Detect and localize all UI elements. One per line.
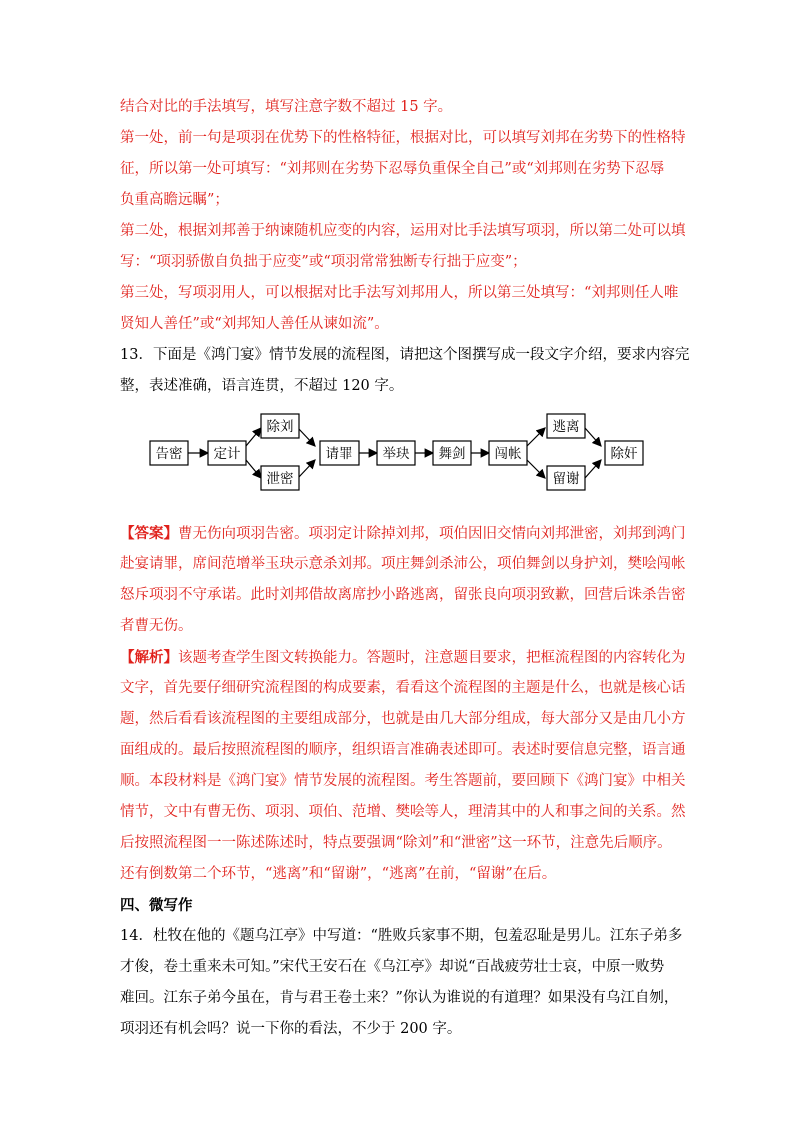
- flow-node-label: 定计: [213, 446, 241, 462]
- question-13: [120, 340, 690, 402]
- text-line: 14．杜牧在他的《题乌江亭》中写道：“胜败兵家事不期，包羞忍耻是男儿。江东子弟多: [120, 928, 683, 944]
- explanation-block: [120, 92, 686, 340]
- answer-block: [120, 518, 686, 642]
- text-line: 整，表述准确，语言连贯，不超过 120 字。: [120, 378, 404, 394]
- flow-node-chuangzhang: [489, 441, 527, 465]
- document-page: [120, 92, 690, 1045]
- flow-node-label: 闯帐: [494, 446, 522, 462]
- flow-node-taoli: [547, 414, 585, 438]
- flow-node-label: 逃离: [552, 419, 580, 435]
- flowchart: [148, 408, 648, 494]
- text-line: 文字，首先要仔细研究流程图的构成要素，看看这个流程图的主题是什么，也就是核心话: [120, 680, 686, 696]
- flow-node-dingji: [208, 441, 246, 465]
- text-line: 征，所以第一处可填写：“刘邦则在劣势下忍辱负重保全自己”或“刘邦则在劣势下忍辱: [120, 161, 665, 177]
- flowchart-svg: [148, 408, 648, 494]
- text-line: 13．下面是《鸿门宴》情节发展的流程图，请把这个图撰写成一段文字介绍，要求内容完: [120, 347, 690, 363]
- flow-node-label: 请罪: [325, 446, 353, 462]
- text-line: [120, 518, 686, 549]
- analysis-text: 该题考查学生图文转换能力。答题时，注意题目要求，把框流程图的内容转化为: [178, 650, 686, 666]
- text-line: [120, 642, 686, 673]
- section-heading: 四、微写作: [120, 897, 193, 914]
- flow-node-chuliu: [261, 414, 299, 438]
- text-line: 面组成的。最后按照流程图的顺序，组织语言准确表述即可。表述时要信息完整，语言通: [120, 742, 686, 758]
- flow-node-wujian: [433, 441, 471, 465]
- flow-node-xiemi: [261, 466, 299, 490]
- flow-node-label: 舞剑: [438, 446, 466, 462]
- text-line: 贤知人善任”或“刘邦知人善任从谏如流”。: [120, 316, 389, 332]
- text-line: 第二处，根据刘邦善于纳谏随机应变的内容，运用对比手法填写项羽，所以第二处可以填: [120, 223, 686, 239]
- flow-node-label: 除刘: [266, 419, 294, 435]
- flow-node-label: 泄密: [266, 471, 294, 487]
- text-line: 怒斥项羽不守承诺。此时刘邦借故离席抄小路逃离，留张良向项羽致歉，回营后诛杀告密: [120, 587, 686, 603]
- answer-tag: 【答案】: [120, 525, 178, 542]
- answer-text: 曹无伤向项羽告密。项羽定计除掉刘邦，项伯因旧交情向刘邦泄密，刘邦到鸿门: [178, 526, 686, 542]
- analysis-tag: 【解析】: [120, 649, 178, 666]
- text-line: 负重高瞻远瞩”；: [120, 192, 229, 208]
- flow-node-label: 除奸: [610, 446, 638, 462]
- text-line: 顺。本段材料是《鸿门宴》情节发展的流程图。考生答题前，要回顾下《鸿门宴》中相关: [120, 773, 686, 789]
- text-line: 写：“项羽骄傲自负拙于应变”或“项羽常常独断专行拙于应变”；: [120, 254, 527, 270]
- text-line: 第三处，写项羽用人，可以根据对比手法写刘邦用人，所以第三处填写：“刘邦则任人唯: [120, 285, 679, 301]
- flow-node-chujian: [605, 441, 643, 465]
- text-line: 后按照流程图一一陈述陈述时，特点要强调“除刘”和“泄密”这一环节，注意先后顺序。: [120, 835, 672, 851]
- flow-node-gaomi: [150, 441, 188, 465]
- flow-node-qingzui: [320, 441, 359, 465]
- flow-node-jujue: [377, 441, 415, 465]
- text-line: 第一处，前一句是项羽在优势下的性格特征，根据对比，可以填写刘邦在劣势下的性格特: [120, 130, 686, 146]
- text-line: 还有倒数第二个环节，“逃离”和“留谢”，“逃离”在前，“留谢”在后。: [120, 866, 557, 882]
- flow-node-label: 留谢: [552, 471, 580, 487]
- flow-node-label: 举玦: [382, 446, 410, 462]
- analysis-block: [120, 642, 686, 890]
- text-line: 难回。江东子弟今虽在，肯与君王卷土来？”你认为谁说的有道理？如果没有乌江自刎，: [120, 990, 679, 1006]
- text-line: 题，然后看看该流程图的主要组成部分，也就是由几大部分组成，每大部分又是由几小方: [120, 711, 686, 727]
- flow-node-liuxie: [547, 466, 585, 490]
- question-14: [120, 921, 682, 1045]
- text-line: 结合对比的手法填写，填写注意字数不超过 15 字。: [120, 99, 453, 115]
- text-line: 项羽还有机会吗？说一下你的看法，不少于 200 字。: [120, 1021, 462, 1037]
- text-line: 赴宴请罪，席间范增举玉玦示意杀刘邦。项庄舞剑杀沛公，项伯舞剑以身护刘，樊哙闯帐: [120, 556, 686, 572]
- text-line: 情节，文中有曹无伤、项羽、项伯、范增、樊哙等人，理清其中的人和事之间的关系。然: [120, 804, 686, 820]
- text-line: 才俊，卷土重来未可知。”宋代王安石在《乌江亭》却说“百战疲劳壮士哀，中原一败势: [120, 959, 665, 975]
- flow-node-label: 告密: [155, 446, 183, 462]
- text-line: 者曹无伤。: [120, 618, 193, 634]
